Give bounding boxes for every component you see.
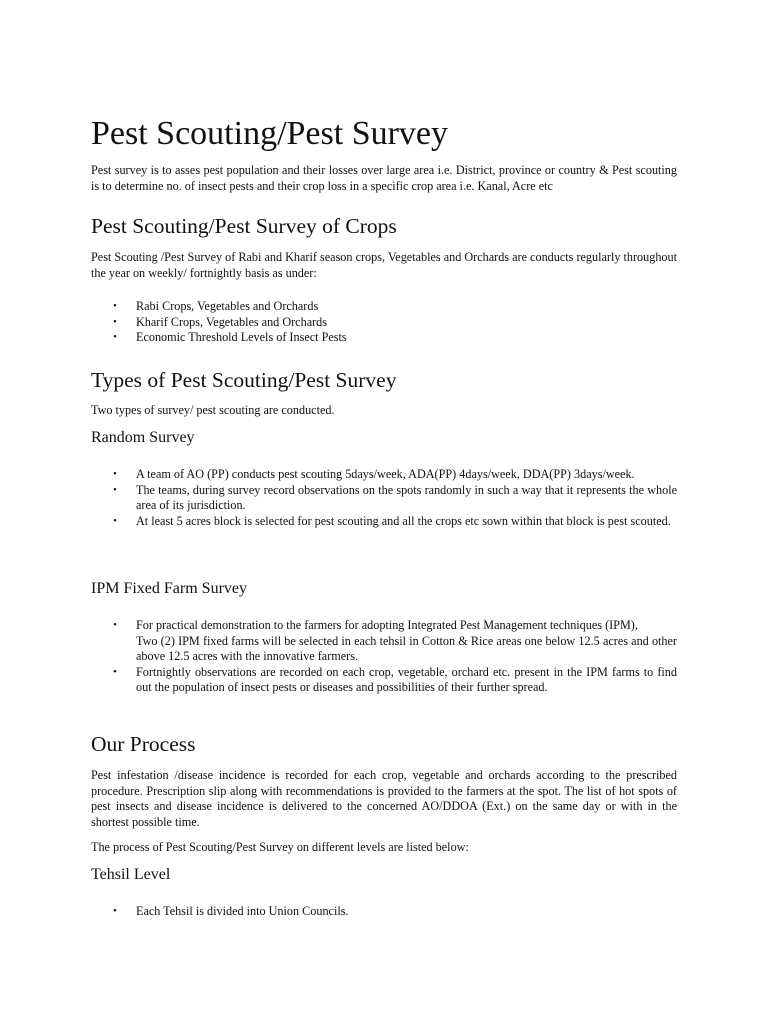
list-item-text: The teams, during survey record observations on the spots randomly in such a way that it represents the whole area of its jurisdiction.: [136, 482, 677, 513]
list-item-text: Economic Threshold Levels of Insect Pests: [136, 330, 347, 345]
bullet-icon: •: [113, 514, 117, 527]
list-item: [91, 514, 677, 530]
bullet-icon: •: [113, 300, 117, 312]
list-item: [91, 904, 677, 920]
list-item: [91, 483, 677, 514]
crops-list: [91, 299, 677, 346]
heading-our-process: Our Process: [91, 732, 196, 756]
list-item-text-continued: Two (2) IPM fixed farms will be selected in each tehsil in Cotton & Rice areas one below 12.5 acres and other above 12.5 acres with the innovative farmers.: [136, 633, 677, 664]
heading-ipm-survey: IPM Fixed Farm Survey: [91, 580, 247, 597]
process-paragraph: Pest infestation /disease incidence is recorded for each crop, vegetable and orchards according to the prescribed procedure. Prescription slip along with recommendations is provided to the farmers at the spot. The list of hot spots of pest insects and disease incidence is delivered to the concerned AO/DDOA (Ext.) on the same day or with in the shortest possible time.: [91, 768, 677, 829]
bullet-icon: •: [113, 905, 117, 917]
list-item-text: Kharif Crops, Vegetables and Orchards: [136, 314, 327, 329]
tehsil-list: [91, 904, 677, 920]
list-item-text: Fortnightly observations are recorded on each crop, vegetable, orchard etc. present in the IPM farms to find out the population of insect pests or diseases and possibilities of their further spread.: [136, 664, 677, 695]
types-paragraph: Two types of survey/ pest scouting are conducted.: [91, 403, 335, 417]
bullet-icon: •: [113, 468, 117, 480]
bullet-icon: •: [113, 619, 117, 631]
bullet-icon: •: [113, 483, 117, 496]
list-item: [91, 315, 677, 331]
bullet-icon: •: [113, 315, 117, 328]
heading-crops: Pest Scouting/Pest Survey of Crops: [91, 214, 397, 238]
list-item: [91, 467, 677, 483]
list-item: [91, 618, 677, 665]
bullet-icon: •: [113, 331, 117, 344]
list-item-text: For practical demonstration to the farmers for adopting Integrated Pest Management techniques (IPM),: [136, 618, 638, 632]
list-item-text: Each Tehsil is divided into Union Councils.: [136, 904, 349, 918]
list-item: [91, 330, 677, 346]
heading-tehsil-level: Tehsil Level: [91, 866, 171, 883]
random-survey-list: [91, 467, 677, 529]
intro-paragraph: Pest survey is to asses pest population and their losses over large area i.e. District, province or country & Pest scouting is to determine no. of insect pests and their crop loss in a specific crop area i.e. Kanal, Acre etc: [91, 163, 677, 193]
heading-random-survey: Random Survey: [91, 429, 195, 446]
list-item-text: Rabi Crops, Vegetables and Orchards: [136, 299, 319, 313]
list-item-text: A team of AO (PP) conducts pest scouting 5days/week, ADA(PP) 4days/week, DDA(PP) 3days/week.: [136, 467, 635, 481]
ipm-survey-list: [91, 618, 677, 696]
process-levels-paragraph: The process of Pest Scouting/Pest Survey on different levels are listed below:: [91, 840, 469, 854]
bullet-icon: •: [113, 665, 117, 678]
crops-paragraph: Pest Scouting /Pest Survey of Rabi and Kharif season crops, Vegetables and Orchards are conducts regularly throughout the year on weekly/ fortnightly basis as under:: [91, 250, 677, 280]
list-item: [91, 665, 677, 696]
list-item: [91, 299, 677, 315]
heading-types: Types of Pest Scouting/Pest Survey: [91, 368, 397, 392]
list-item-text: At least 5 acres block is selected for pest scouting and all the crops etc sown within that block is pest scouted.: [136, 513, 671, 528]
page-title: Pest Scouting/Pest Survey: [91, 115, 449, 152]
